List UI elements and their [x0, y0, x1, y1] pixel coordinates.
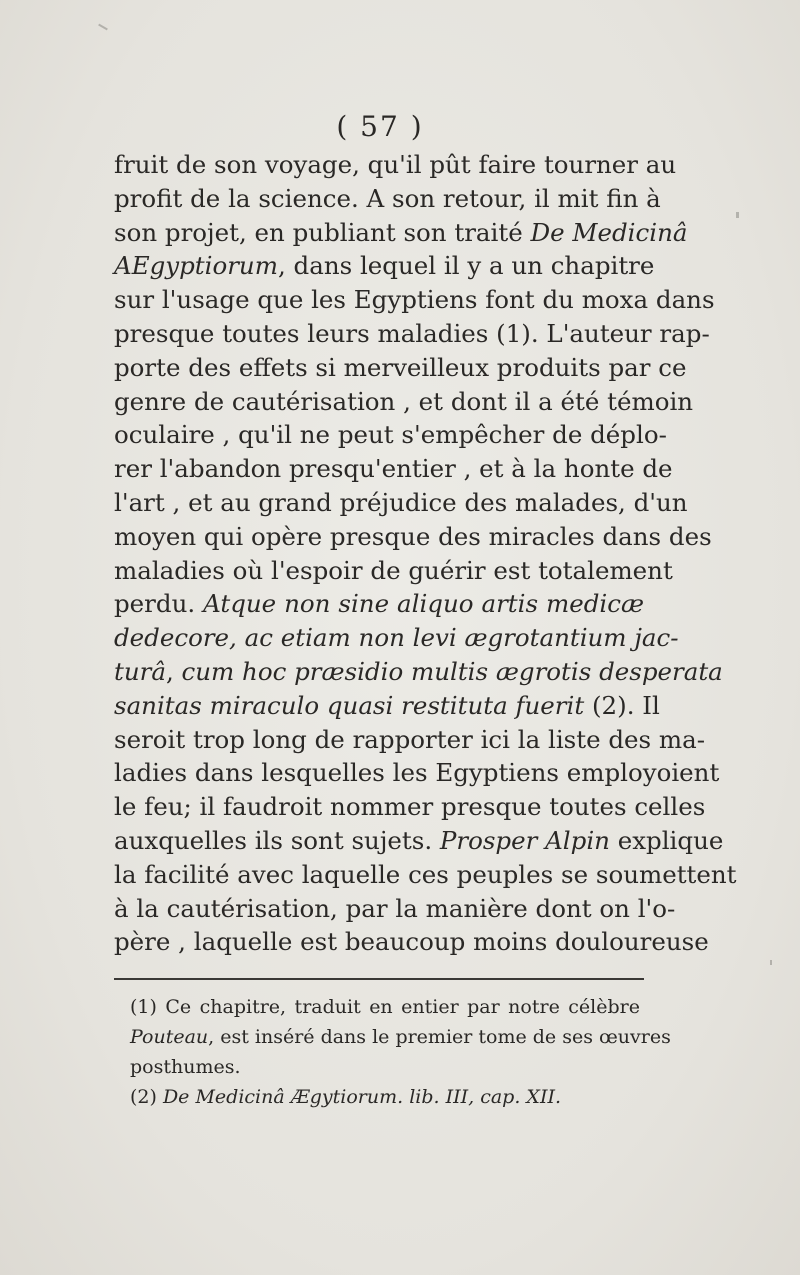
line-text	[114, 452, 673, 486]
text-line	[114, 655, 723, 689]
roman-text: genre de cautérisation , et dont il a été témoin	[114, 386, 694, 416]
roman-text: (2)	[130, 1086, 163, 1108]
line-text	[114, 148, 676, 182]
footnote-text	[130, 1022, 671, 1052]
roman-text: , est inséré dans le premier tome de ses œuvres	[208, 1026, 671, 1048]
roman-text: presque toutes leurs maladies (1). L'auteur rap-	[114, 318, 710, 348]
footnote-line	[114, 1082, 640, 1112]
text-line	[114, 216, 688, 250]
page-number: ( 57 )	[336, 110, 424, 143]
text-line	[114, 385, 694, 419]
line-text	[114, 655, 723, 689]
roman-text: seroit trop long de rapporter ici la liste des ma-	[114, 724, 706, 754]
italic-text: dedecore, ac etiam non levi ægrotantium jac-	[114, 623, 679, 653]
roman-text: explique	[609, 825, 724, 855]
text-line	[114, 520, 712, 554]
text-line	[114, 554, 673, 588]
roman-text: (1) Ce chapitre, traduit en entier par notre célèbre	[130, 996, 640, 1018]
line-text	[114, 723, 705, 757]
text-line	[114, 249, 655, 283]
line-text	[114, 418, 667, 452]
line-text	[114, 554, 673, 588]
text-line	[114, 351, 687, 385]
paper-speck	[98, 24, 108, 31]
paper-speck	[736, 212, 739, 218]
roman-text: le feu; il faudroit nommer presque toutes celles	[114, 792, 706, 822]
italic-text: De Medicinâ Ægytiorum. lib. III, cap. XII.	[162, 1086, 561, 1108]
line-text	[114, 790, 705, 824]
roman-text: sur l'usage que les Egyptiens font du moxa dans	[114, 285, 715, 315]
line-text	[114, 249, 654, 283]
footnote-text	[114, 1082, 561, 1112]
line-text	[114, 689, 660, 723]
roman-text: ladies dans lesquelles les Egyptiens employoient	[114, 758, 720, 788]
italic-text: Prosper Alpin	[439, 825, 610, 855]
roman-text: (2). Il	[584, 690, 660, 720]
roman-text: maladies où l'espoir de guérir est totalement	[114, 555, 673, 585]
line-text	[114, 892, 675, 926]
roman-text: , dans lequel il y a un chapitre	[277, 251, 655, 281]
roman-text: posthumes.	[130, 1056, 241, 1078]
italic-text: sanitas miraculo quasi restituta fuerit	[114, 690, 585, 720]
footnotes	[114, 992, 671, 1112]
italic-text: De Medicinâ	[530, 217, 688, 247]
footnote-text	[114, 992, 640, 1022]
line-text	[114, 621, 679, 655]
text-line	[114, 892, 676, 926]
text-line	[114, 486, 688, 520]
italic-text: turâ	[114, 656, 166, 686]
line-text	[114, 486, 688, 520]
text-line	[114, 148, 677, 182]
italic-text: cum hoc præsidio multis ægrotis desperata	[181, 656, 723, 686]
italic-text: AEgyptiorum	[114, 251, 278, 281]
text-line	[114, 858, 737, 892]
italic-text: Pouteau	[130, 1026, 209, 1048]
line-text	[114, 283, 715, 317]
line-text	[114, 351, 686, 385]
text-line	[114, 824, 724, 858]
line-text	[114, 216, 687, 250]
footnote-rule	[114, 978, 644, 980]
roman-text: moyen qui opère presque des miracles dans des	[114, 521, 712, 551]
footnote-line	[114, 992, 640, 1022]
text-line	[114, 317, 710, 351]
roman-text: père , laquelle est beaucoup moins douloureuse	[114, 927, 709, 957]
line-text	[114, 824, 723, 858]
roman-text: auxquelles ils sont sujets.	[114, 825, 440, 855]
line-text	[114, 925, 709, 959]
roman-text: fruit de son voyage, qu'il pût faire tourner au	[114, 150, 677, 179]
roman-text: profit de la science. A son retour, il mit fin à	[114, 183, 661, 213]
footnote-text	[130, 1052, 241, 1082]
line-text	[114, 520, 712, 554]
footnote-line	[114, 1052, 640, 1082]
line-text	[114, 317, 710, 351]
roman-text: ,	[165, 656, 182, 686]
line-text	[114, 182, 661, 216]
text-line	[114, 723, 706, 757]
text-line	[114, 790, 706, 824]
line-text	[114, 385, 693, 419]
text-line	[114, 283, 715, 317]
body-text	[114, 148, 737, 959]
line-text	[114, 858, 737, 892]
text-line	[114, 925, 709, 959]
text-line	[114, 689, 660, 723]
italic-text: Atque non sine aliquo artis medicæ	[203, 589, 644, 619]
roman-text: perdu.	[114, 589, 204, 619]
text-line	[114, 621, 679, 655]
text-line	[114, 756, 720, 790]
text-line	[114, 418, 667, 452]
roman-text: l'art , et au grand préjudice des malades, d'un	[114, 487, 688, 517]
roman-text: porte des effets si merveilleux produits par ce	[114, 352, 687, 382]
line-text	[114, 756, 719, 790]
roman-text: rer l'abandon presqu'entier , et à la honte de	[114, 454, 673, 484]
roman-text: oculaire , qu'il ne peut s'empêcher de déplo-	[114, 420, 667, 450]
footnote-line	[114, 1022, 671, 1052]
paper-speck	[770, 960, 772, 965]
roman-text: son projet, en publiant son traité	[114, 217, 531, 247]
line-text	[114, 587, 644, 621]
text-line	[114, 182, 661, 216]
text-line	[114, 587, 644, 621]
roman-text: à la cautérisation, par la manière dont on l'o-	[114, 893, 676, 923]
text-line	[114, 452, 673, 486]
roman-text: la facilité avec laquelle ces peuples se soumettent	[114, 859, 737, 889]
